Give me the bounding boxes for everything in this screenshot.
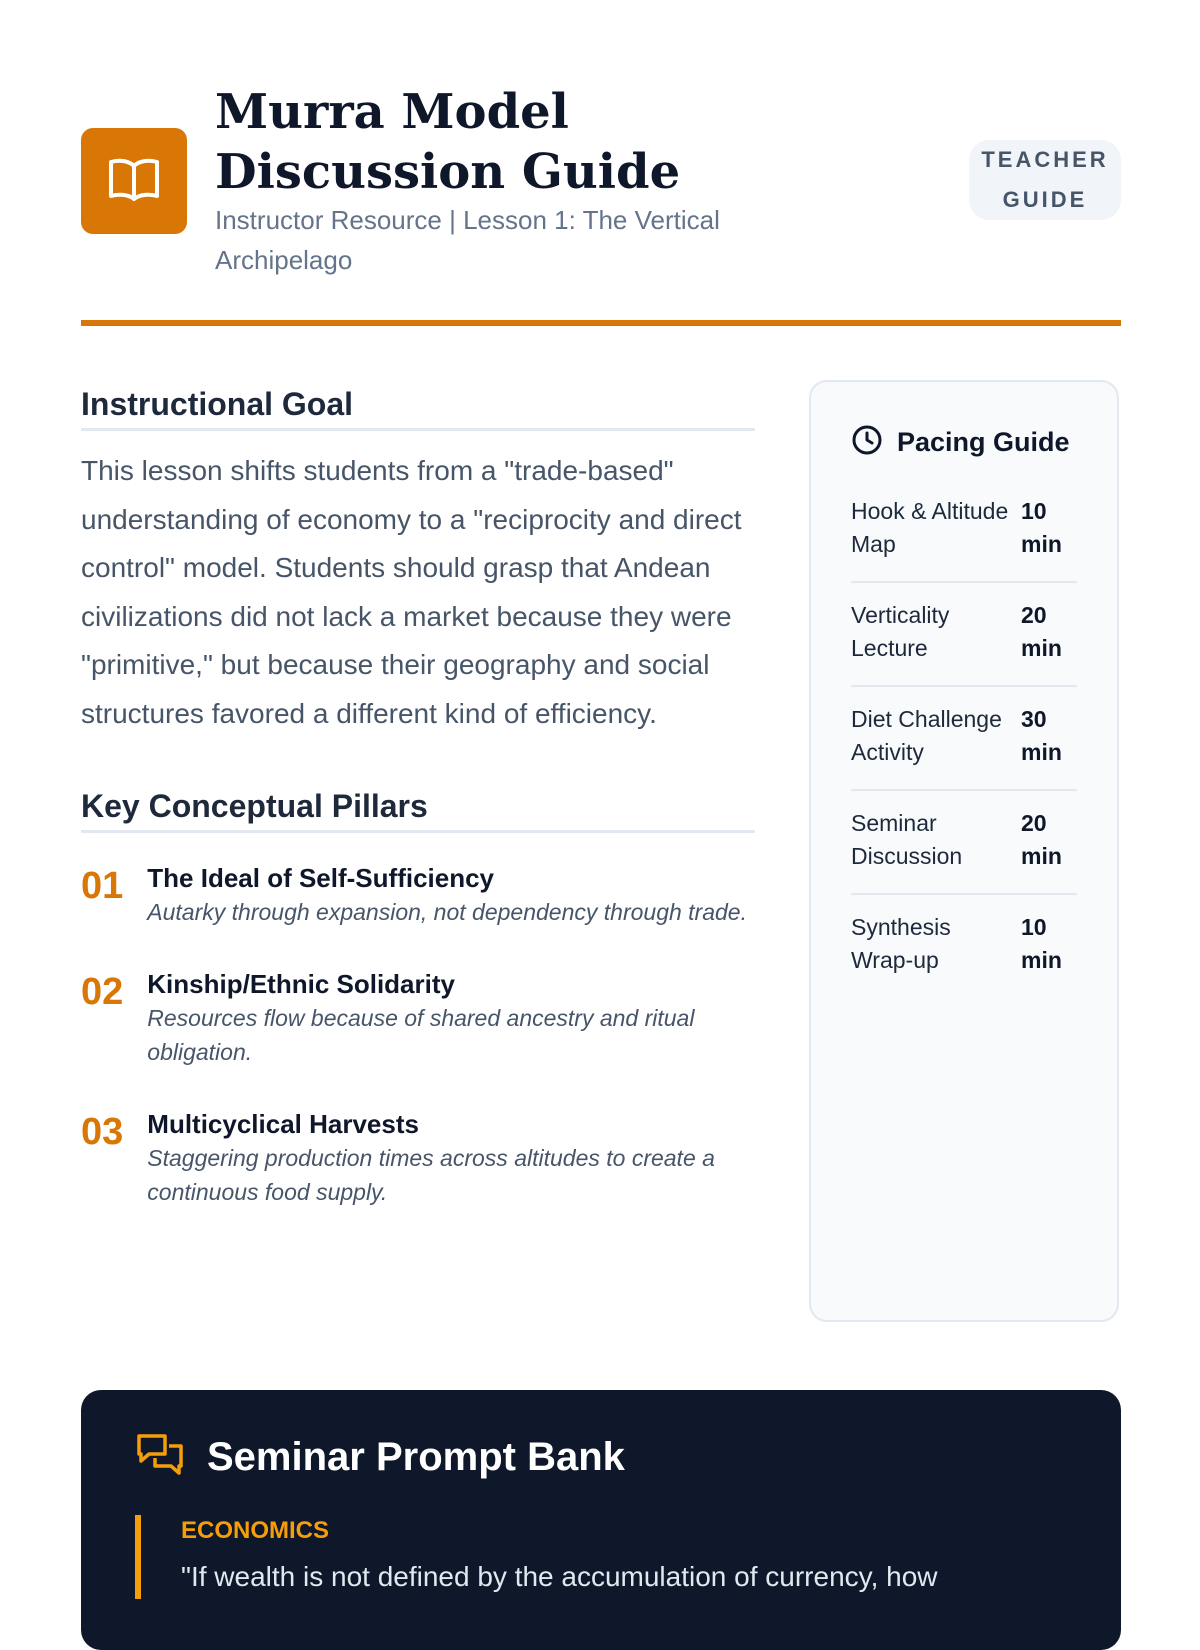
- pillar-number: 01: [81, 865, 124, 907]
- page-subtitle: Instructor Resource | Lesson 1: The Vertical Archipelago: [215, 205, 720, 275]
- pacing-duration: 20 min: [1021, 810, 1062, 869]
- goal-text: This lesson shifts students from a "trade-based" understanding of economy to a "reciprocity and direct control" model. Students should grasp that Andean civilizations did not lack a market because they were "primitive," but because their geography and social structures favored a different kind of efficiency.: [81, 455, 742, 729]
- pacing-activity: Hook & Altitude Map: [851, 498, 1009, 557]
- prompt-category: ECONOMICS: [181, 1517, 330, 1544]
- pillar-item: [81, 1107, 755, 1209]
- header-divider: [81, 320, 1121, 326]
- pillar-number: 03: [81, 1111, 124, 1153]
- pillar-description: Autarky through expansion, not dependency through trade.: [147, 899, 747, 925]
- pacing-row: [851, 479, 1077, 583]
- pillar-description: Staggering production times across altitudes to create a continuous food supply.: [147, 1145, 715, 1205]
- pillar-item: [81, 861, 755, 929]
- clock-icon: [851, 424, 883, 461]
- pillars-heading: Key Conceptual Pillars: [81, 784, 755, 833]
- pillar-description: Resources flow because of shared ancestry and ritual obligation.: [147, 1005, 695, 1065]
- prompt-text: "If wealth is not defined by the accumulation of currency, how: [181, 1561, 938, 1592]
- chat-bubbles-icon: [135, 1430, 185, 1485]
- pillar-title: The Ideal of Self-Sufficiency: [147, 863, 495, 893]
- page-title: Murra Model Discussion Guide: [215, 84, 681, 200]
- goal-heading: Instructional Goal: [81, 382, 755, 431]
- pacing-activity: Diet Challenge Activity: [851, 706, 1002, 765]
- pacing-row: [851, 895, 1077, 997]
- pacing-activity: Verticality Lecture: [851, 602, 950, 661]
- pillar-body: [147, 967, 755, 1069]
- pacing-activity: Synthesis Wrap-up: [851, 914, 951, 973]
- pacing-duration: 20 min: [1021, 602, 1062, 661]
- seminar-title: Seminar Prompt Bank: [207, 1435, 625, 1479]
- seminar-prompt-bank: [81, 1390, 1121, 1650]
- pillar-body: [147, 1107, 755, 1209]
- pillar-body: [147, 861, 755, 929]
- pacing-activity: Seminar Discussion: [851, 810, 963, 869]
- logo-tile: [81, 128, 187, 234]
- teacher-guide-badge: TEACHER GUIDE: [969, 140, 1121, 220]
- pacing-guide-title: Pacing Guide: [897, 427, 1070, 457]
- open-book-icon: [108, 156, 160, 207]
- page-header: [81, 82, 1121, 282]
- pillar-item: [81, 967, 755, 1069]
- pillar-number: 02: [81, 971, 124, 1013]
- pacing-duration: 10 min: [1021, 498, 1062, 557]
- seminar-header: [135, 1430, 1067, 1485]
- pacing-duration: 10 min: [1021, 914, 1062, 973]
- pacing-row: [851, 687, 1077, 791]
- pillars-list: [81, 861, 755, 1209]
- pacing-row: [851, 583, 1077, 687]
- pacing-guide-card: [809, 380, 1119, 1322]
- pillar-title: Multicyclical Harvests: [147, 1109, 419, 1139]
- prompt-card: [135, 1515, 1067, 1599]
- main-column: [81, 382, 755, 1247]
- pillar-title: Kinship/Ethnic Solidarity: [147, 969, 455, 999]
- pacing-row: [851, 791, 1077, 895]
- pacing-guide-header: [851, 424, 1077, 461]
- pacing-duration: 30 min: [1021, 706, 1062, 765]
